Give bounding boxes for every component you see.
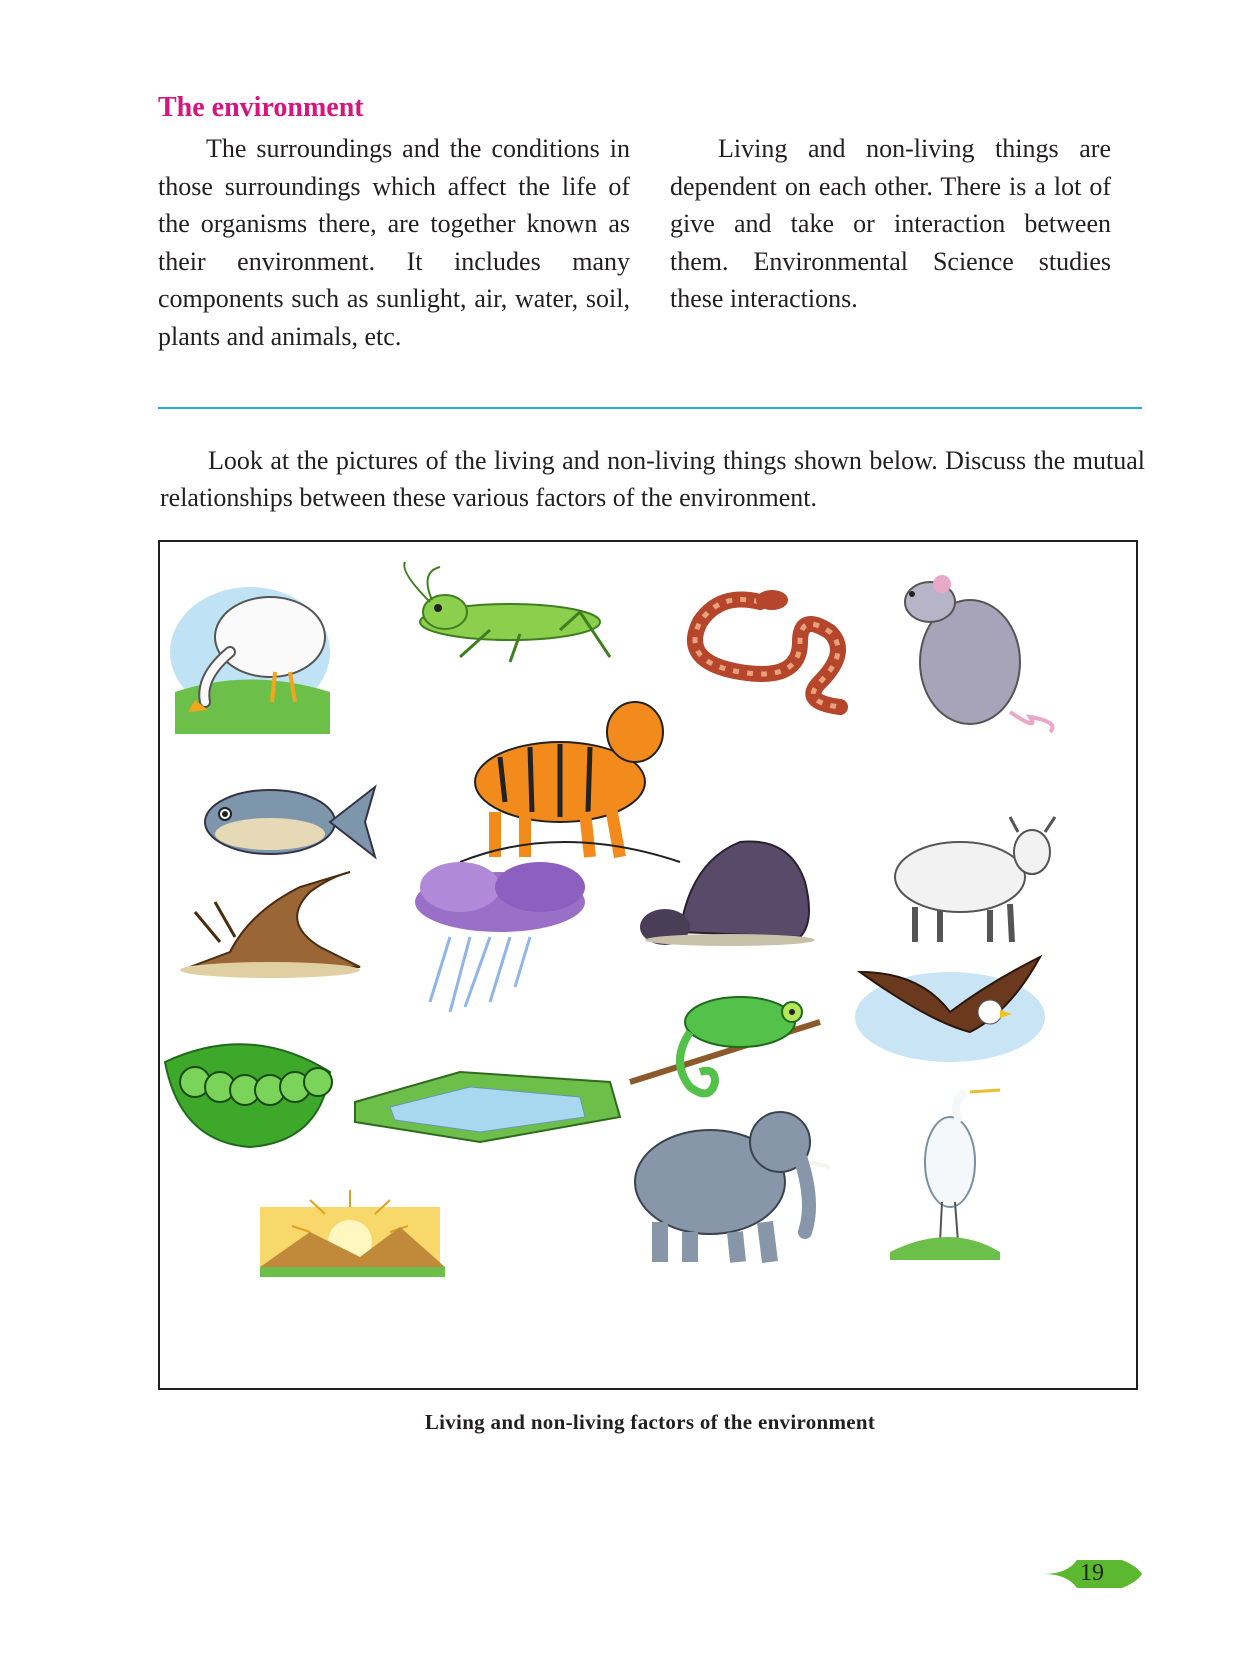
figure-illustrations — [160, 542, 1136, 1388]
sunrise-icon — [260, 1190, 445, 1277]
paragraph-right: Living and non-living things are dependent on each other. There is a lot of give and take or interaction between them. Environmental Science studies these interactions. — [670, 134, 1111, 314]
activity-text: Look at the pictures of the living and non-living things shown below. Discuss the mutual relationships between these various factors of the environment. — [160, 446, 1145, 512]
page-number: 19 — [1080, 1560, 1104, 1586]
eagle-icon — [855, 957, 1045, 1062]
elephant-icon — [635, 1112, 830, 1262]
tiger-icon — [460, 702, 680, 862]
fish-icon — [205, 787, 375, 857]
snake-icon — [695, 590, 840, 707]
section-heading: The environment — [158, 92, 364, 123]
section-divider — [158, 407, 1142, 409]
environment-figure — [158, 540, 1138, 1390]
pond-icon — [355, 1072, 620, 1142]
chameleon-icon — [630, 997, 820, 1093]
dead-tree-icon — [180, 872, 360, 978]
grasshopper-icon — [404, 562, 610, 662]
egret-icon — [890, 1090, 1000, 1260]
duck-icon — [170, 587, 330, 734]
cow-icon — [895, 817, 1055, 942]
caterpillar-icon — [165, 1044, 332, 1147]
rain-cloud-icon — [415, 862, 585, 1012]
paragraph-left: The surroundings and the conditions in those surroundings which affect the life of the organisms there, are together known as their environment. It includes many components such as sunlight, air, water, soil, plants and animals, etc. — [158, 134, 630, 351]
rat-icon — [905, 575, 1053, 732]
figure-caption: Living and non-living factors of the environment — [424, 1410, 876, 1434]
